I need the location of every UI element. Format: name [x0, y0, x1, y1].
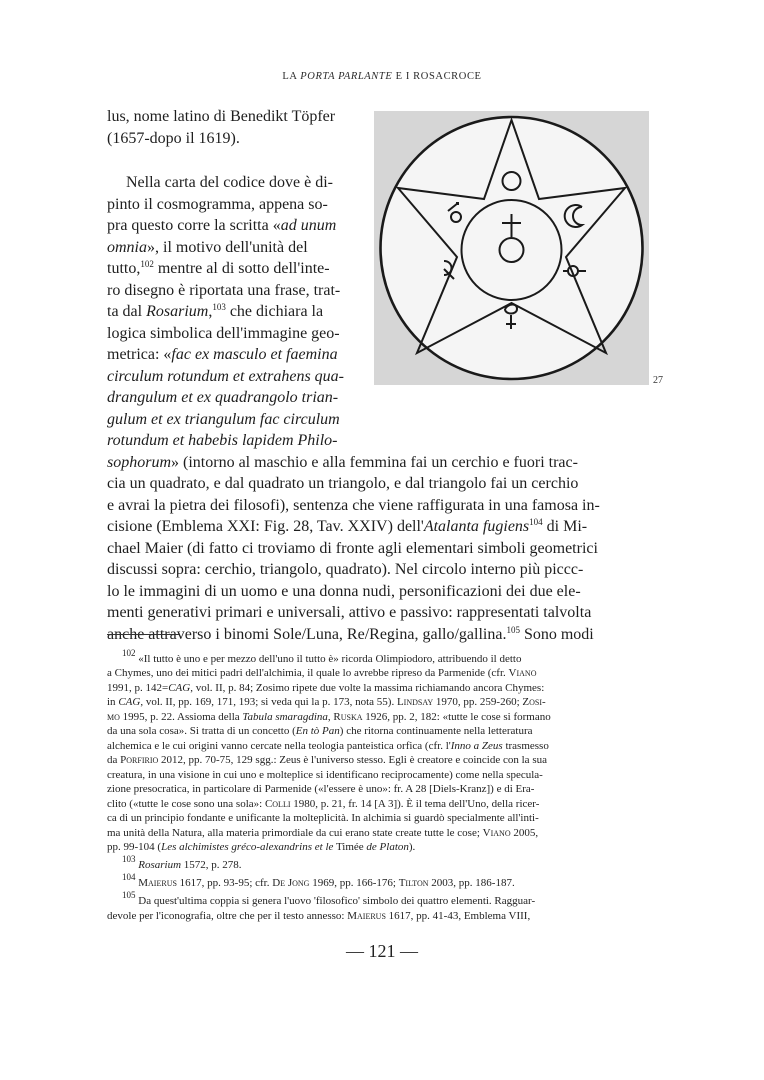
body-line: logica simbolica dell'immagine geo-	[107, 325, 340, 342]
body-line: menti generativi primari e universali, attivo e passivo: rappresentati talvolta	[107, 604, 592, 621]
footnote-line: a Chymes, uno dei mitici padri dell'alchimia, il quale lo avrebbe ripreso da Parmenide (cfr. Viano	[107, 667, 537, 679]
footnote-line: mo 1995, p. 22. Assioma della Tabula smaragdina, Ruska 1926, pp. 2, 182: «tutte le cose si formano	[107, 711, 551, 723]
footnote-ref: 102	[140, 259, 154, 269]
footnote-line: devole per l'iconografia, oltre che per il testo annesso: Maierus 1617, pp. 41-43, Emblema VIII,	[107, 910, 531, 922]
footnote-line: da Porfirio 2012, pp. 70-75, 129 sgg.: Zeus è l'universo stesso. Egli è creatore e coincide con la sua	[107, 754, 547, 766]
body-line: metrica: «fac ex masculo et faemina	[107, 346, 338, 363]
body-line: lo le immagini di un uomo e una donna nudi, personificazioni dei due ele-	[107, 583, 581, 600]
body-line: omnia», il motivo dell'unità del	[107, 239, 308, 256]
footnote-ref: 105	[506, 625, 520, 635]
body-line: gulum et ex triangulum fac circulum	[107, 411, 340, 428]
footnote-ref: 104	[529, 517, 543, 527]
cosmogram-illustration	[374, 111, 649, 385]
body-line: e avrai la pietra dei filosofi), sentenza che viene raffigurata in una famosa in-	[107, 497, 600, 514]
cosmogram-figure	[374, 111, 649, 385]
footnote-line: 1991, p. 142=CAG, vol. II, p. 84; Zosimo ripete due volte la massima richiamando ancora Chymes:	[107, 682, 545, 694]
page-number: — 121 —	[346, 941, 418, 961]
body-line: pra questo corre la scritta «ad unum	[107, 217, 337, 234]
body-line: lus, nome latino di Benedikt Töpfer	[107, 108, 336, 125]
body-line: circulum rotundum et extrahens qua-	[107, 368, 344, 385]
body-line: anche attraverso i binomi Sole/Luna, Re/Regina, gallo/gallina.$^{105}$ Sono modi	[107, 625, 594, 643]
footnote-line: creatura, in una visione in cui uno e molteplice si identificano reciprocamente) come nella specula-	[107, 769, 543, 781]
body-line: tutto,$^{102}$ mentre al di sotto dell'inte-	[107, 259, 330, 277]
figure-number: 27	[653, 375, 663, 386]
footnote-line: $^{102}$ «Il tutto è uno e per mezzo dell'uno il tutto è» ricorda Olimpiodoro, attribuendo il detto	[122, 648, 522, 665]
body-line: rotundum et habebis lapidem Philo-	[107, 432, 338, 449]
footnote-line: $^{104}$ Maierus 1617, pp. 93-95; cfr. De Jong 1969, pp. 166-176; Tilton 2003, pp. 186-187.	[122, 872, 515, 889]
body-line: discussi sopra: cerchio, triangolo, quadrato). Nel circolo interno più piccc-	[107, 561, 584, 578]
body-line: chael Maier (di fatto ci troviamo di fronte agli elementari simboli geometrici	[107, 540, 598, 557]
body-line: ro disegno è riportata una frase, trat-	[107, 282, 341, 299]
body-line: Nella carta del codice dove è di-	[126, 174, 333, 191]
body-line: cisione (Emblema XXI: Fig. 28, Tav. XXIV) dell'Atalanta fugiens$^{104}$ di Mi-	[107, 517, 588, 535]
body-line: (1657-dopo il 1619).	[107, 130, 240, 147]
footnote-ref: 103	[212, 302, 226, 312]
footnote-line: $^{103}$ Rosarium 1572, p. 278.	[122, 854, 242, 871]
footnote-line: zione presocratica, in particolare di Parmenide («l'essere è uno»: fr. A 28 [Diels-Kranz]) e di Era-	[107, 783, 535, 795]
footnote-line: ca di un principio fondante e unificante la molteplicità. In alchimia si guardò specialmente all'inti-	[107, 812, 539, 824]
body-line: ta dal Rosarium,$^{103}$ che dichiara la	[107, 302, 324, 320]
body-line: sophorum» (intorno al maschio e alla femmina fai un cerchio e fuori trac-	[107, 454, 578, 471]
footnote-line: ma unità della Natura, alla materia primordiale da cui erano state create tutte le cose; Viano 2005,	[107, 827, 539, 839]
footnote-line: alchemica e le cui origini vanno cercate nella teologia panteistica orfica (cfr. l'Inno a Zeus trasmesso	[107, 740, 549, 752]
body-line: pinto il cosmogramma, appena so-	[107, 196, 328, 213]
footnote-line: da una sola cosa». Si tratta di un concetto (En tò Pan) che ritorna continuamente nella letteratura	[107, 725, 533, 737]
running-header: LA PORTA PARLANTE E I ROSACROCE	[282, 71, 482, 82]
body-line: drangulum et ex quadrangolo trian-	[107, 389, 339, 406]
footnote-separator	[107, 634, 179, 635]
footnote-line: $^{105}$ Da quest'ultima coppia si genera l'uovo 'filosofico' simbolo dei quattro elementi. Ragguar-	[122, 890, 536, 907]
footnote-line: in CAG, vol. II, pp. 169, 171, 193; si veda qui la p. 173, nota 55). Lindsay 1970, pp. 259-260; Zosi-	[107, 696, 546, 708]
footnote-line: pp. 99-104 (Les alchimistes gréco-alexandrins et le Timée de Platon).	[107, 841, 416, 853]
footnote-line: clito («tutte le cose sono una sola»: Colli 1980, p. 21, fr. 14 [A 3]). È il tema dell'Uno, della ricer-	[107, 798, 540, 810]
body-line: cia un quadrato, e dal quadrato un triangolo, e dal triangolo fai un cerchio	[107, 475, 579, 492]
